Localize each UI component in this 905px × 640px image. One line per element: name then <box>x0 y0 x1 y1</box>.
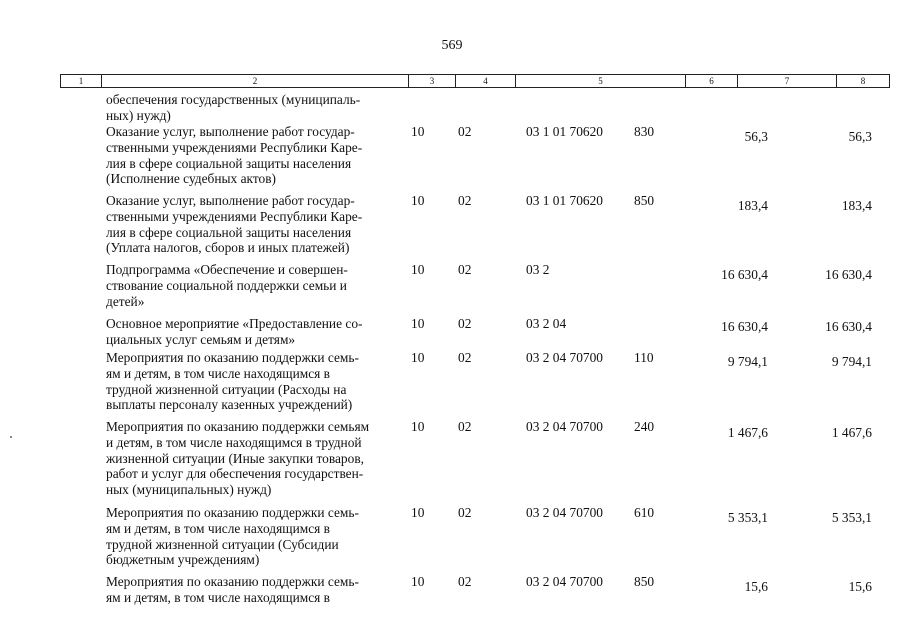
row-amount-col7: 183,4 <box>737 198 768 213</box>
row-description: Основное мероприятие «Предоставление со- циальных услуг семьям и детям» <box>106 316 363 347</box>
header-col-4: 4 <box>456 75 516 87</box>
row-target-code: 03 1 01 70620 <box>526 193 603 208</box>
row-amount-col7: 56,3 <box>744 129 768 144</box>
row-description: обеспечения государственных (муниципаль- ных) нужд) <box>106 92 361 123</box>
row-amount-col7: 5 353,1 <box>727 510 768 525</box>
row-section: 10 <box>411 193 425 208</box>
row-amount-col8: 56,3 <box>848 129 872 144</box>
header-col-5: 5 <box>516 75 686 87</box>
row-target-code: 03 2 04 70700 <box>526 350 603 365</box>
row-amount-col8: 9 794,1 <box>831 354 872 369</box>
row-subsection: 02 <box>458 124 472 139</box>
row-target-code: 03 2 04 70700 <box>526 419 603 434</box>
row-amount-col7: 16 630,4 <box>721 267 768 282</box>
row-amount-col7: 9 794,1 <box>727 354 768 369</box>
row-description: Оказание услуг, выполнение работ государ- ственными учреждениями Республики Каре- лия в сфере социальной защиты населения (Уплата налогов, сборов и иных платежей) <box>106 193 363 256</box>
row-subsection: 02 <box>458 574 472 589</box>
row-subsection: 02 <box>458 350 472 365</box>
row-amount-col7: 1 467,6 <box>727 425 768 440</box>
row-expense-type: 240 <box>634 419 655 434</box>
row-section: 10 <box>411 505 425 520</box>
row-target-code: 03 2 04 70700 <box>526 574 603 589</box>
row-amount-col8: 16 630,4 <box>825 267 872 282</box>
row-section: 10 <box>411 574 425 589</box>
row-description: Мероприятия по оказанию поддержки семьям и детям, в том числе находящимся в трудной жизненной ситуации (Иные закупки товаров, работ и услуг для обеспечения государствен- ных (муниципальных) нужд) <box>106 419 370 498</box>
table-header <box>60 74 890 88</box>
row-target-code: 03 1 01 70620 <box>526 124 603 139</box>
row-expense-type: 110 <box>634 350 654 365</box>
row-expense-type: 850 <box>634 193 655 208</box>
row-amount-col8: 16 630,4 <box>825 319 872 334</box>
row-amount-col8: 1 467,6 <box>831 425 872 440</box>
row-subsection: 02 <box>458 193 472 208</box>
header-col-3: 3 <box>409 75 456 87</box>
row-section: 10 <box>411 262 425 277</box>
row-amount-col8: 15,6 <box>848 579 872 594</box>
row-description: Мероприятия по оказанию поддержки семь- ям и детям, в том числе находящимся в трудной жизненной ситуации (Субсидии бюджетным учреждениям) <box>106 505 359 568</box>
row-description: Мероприятия по оказанию поддержки семь- ям и детям, в том числе находящимся в <box>106 574 359 605</box>
row-section: 10 <box>411 124 425 139</box>
row-section: 10 <box>411 350 425 365</box>
header-col-2: 2 <box>102 75 409 87</box>
row-target-code: 03 2 04 <box>526 316 567 331</box>
row-expense-type: 850 <box>634 574 655 589</box>
row-description: Подпрограмма «Обеспечение и совершен- ствование социальной поддержки семьи и детей» <box>106 262 348 309</box>
header-col-1: 1 <box>61 75 102 87</box>
row-amount-col8: 183,4 <box>841 198 872 213</box>
scan-speck <box>10 436 12 438</box>
row-description: Оказание услуг, выполнение работ государ- ственными учреждениями Республики Каре- лия в сфере социальной защиты населения (Исполнение судебных актов) <box>106 124 363 187</box>
row-target-code: 03 2 <box>526 262 550 277</box>
row-section: 10 <box>411 316 425 331</box>
row-subsection: 02 <box>458 419 472 434</box>
header-col-7: 7 <box>738 75 837 87</box>
row-subsection: 02 <box>458 262 472 277</box>
row-description: Мероприятия по оказанию поддержки семь- ям и детям, в том числе находящимся в трудной жизненной ситуации (Расходы на выплаты персоналу казенных учреждений) <box>106 350 359 413</box>
row-subsection: 02 <box>458 505 472 520</box>
page-number: 569 <box>441 38 463 53</box>
row-section: 10 <box>411 419 425 434</box>
header-col-8: 8 <box>860 76 866 86</box>
row-amount-col8: 5 353,1 <box>831 510 872 525</box>
row-expense-type: 830 <box>634 124 655 139</box>
header-col-6: 6 <box>686 75 738 87</box>
row-target-code: 03 2 04 70700 <box>526 505 603 520</box>
row-amount-col7: 15,6 <box>744 579 768 594</box>
row-amount-col7: 16 630,4 <box>721 319 768 334</box>
row-expense-type: 610 <box>634 505 655 520</box>
row-subsection: 02 <box>458 316 472 331</box>
